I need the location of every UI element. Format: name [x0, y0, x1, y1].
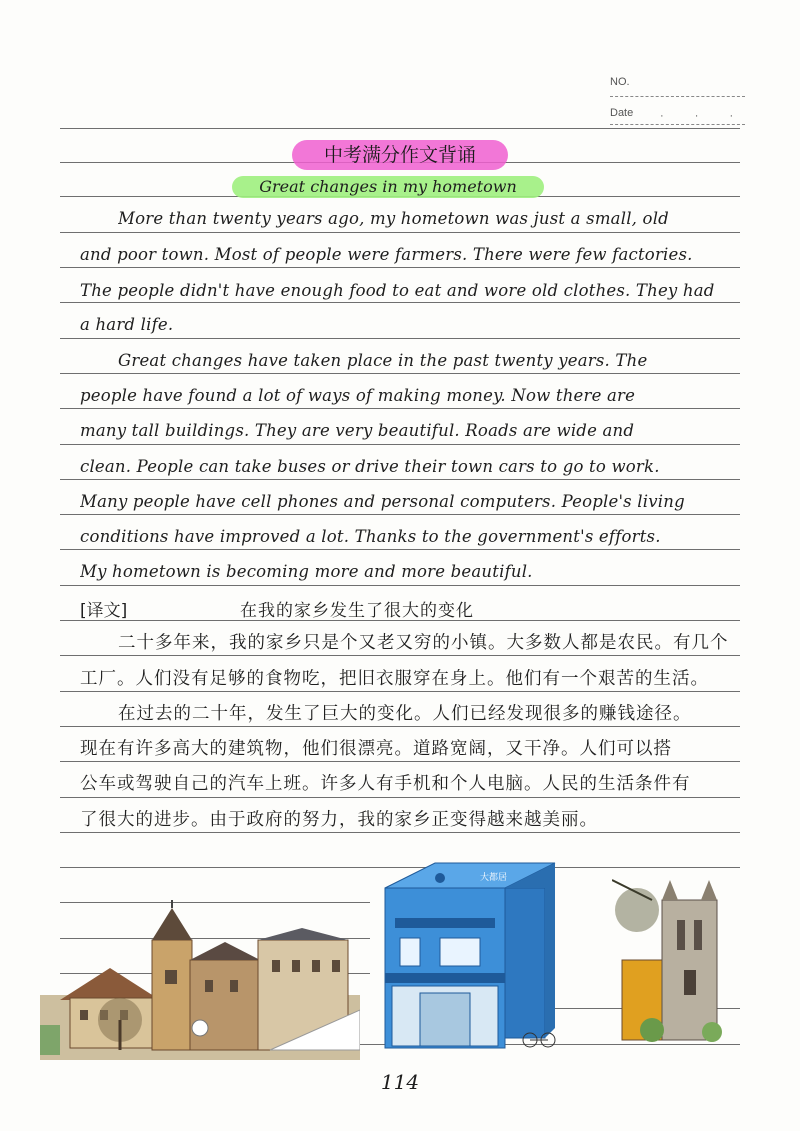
no-line	[610, 96, 745, 97]
translation-title: 在我的家乡发生了很大的变化	[240, 601, 474, 621]
english-line: many tall buildings. They are very beautiful. Roads are wide and	[80, 421, 635, 440]
english-line: clean. People can take buses or drive their town cars to go to work.	[80, 457, 660, 476]
english-line: My hometown is becoming more and more beautiful.	[80, 562, 533, 581]
date-label: Date	[610, 107, 634, 119]
english-line: a hard life.	[80, 315, 174, 334]
church-illustration	[612, 870, 737, 1050]
translation-line: 现在有许多高大的建筑物，他们很漂亮。道路宽阔，又干净。人们可以搭	[80, 739, 672, 759]
english-line: people have found a lot of ways of making money. Now there are	[80, 386, 636, 405]
english-line: More than twenty years ago, my hometown was just a small, old	[118, 209, 669, 228]
english-line: conditions have improved a lot. Thanks to the government's efforts.	[80, 527, 661, 546]
english-line: Great changes have taken place in the past twenty years. The	[118, 351, 648, 370]
title-english: Great changes in my hometown	[259, 177, 517, 196]
translation-line: 工厂。人们没有足够的食物吃，把旧衣服穿在身上。他们有一个艰苦的生活。	[80, 669, 709, 689]
english-line: The people didn't have enough food to eat and wore old clothes. They had	[80, 281, 715, 300]
translation-line: 了很大的进步。由于政府的努力，我的家乡正变得越来越美丽。	[80, 810, 598, 830]
date-line	[610, 124, 745, 125]
translation-line: 公车或驾驶自己的汽车上班。许多人有手机和个人电脑。人民的生活条件有	[80, 774, 691, 794]
no-label: NO.	[610, 76, 630, 88]
translation-line: 二十多年来，我的家乡只是个又老又穷的小镇。大多数人都是农民。有几个	[118, 633, 729, 653]
old-town-illustration	[40, 900, 360, 1060]
translation-label: [译文]	[80, 601, 128, 621]
date-dots: · · ·	[660, 110, 748, 122]
english-line: and poor town. Most of people were farmers. There were few factories.	[80, 245, 693, 264]
translation-line: 在过去的二十年，发生了巨大的变化。人们已经发现很多的赚钱途径。	[118, 704, 692, 724]
blue-shop-illustration	[380, 858, 560, 1053]
shop-sign: 大都居	[480, 873, 508, 883]
title-chinese: 中考满分作文背诵	[323, 144, 476, 166]
english-line: Many people have cell phones and personal computers. People's living	[80, 492, 685, 511]
page-number: 114	[380, 1070, 420, 1094]
